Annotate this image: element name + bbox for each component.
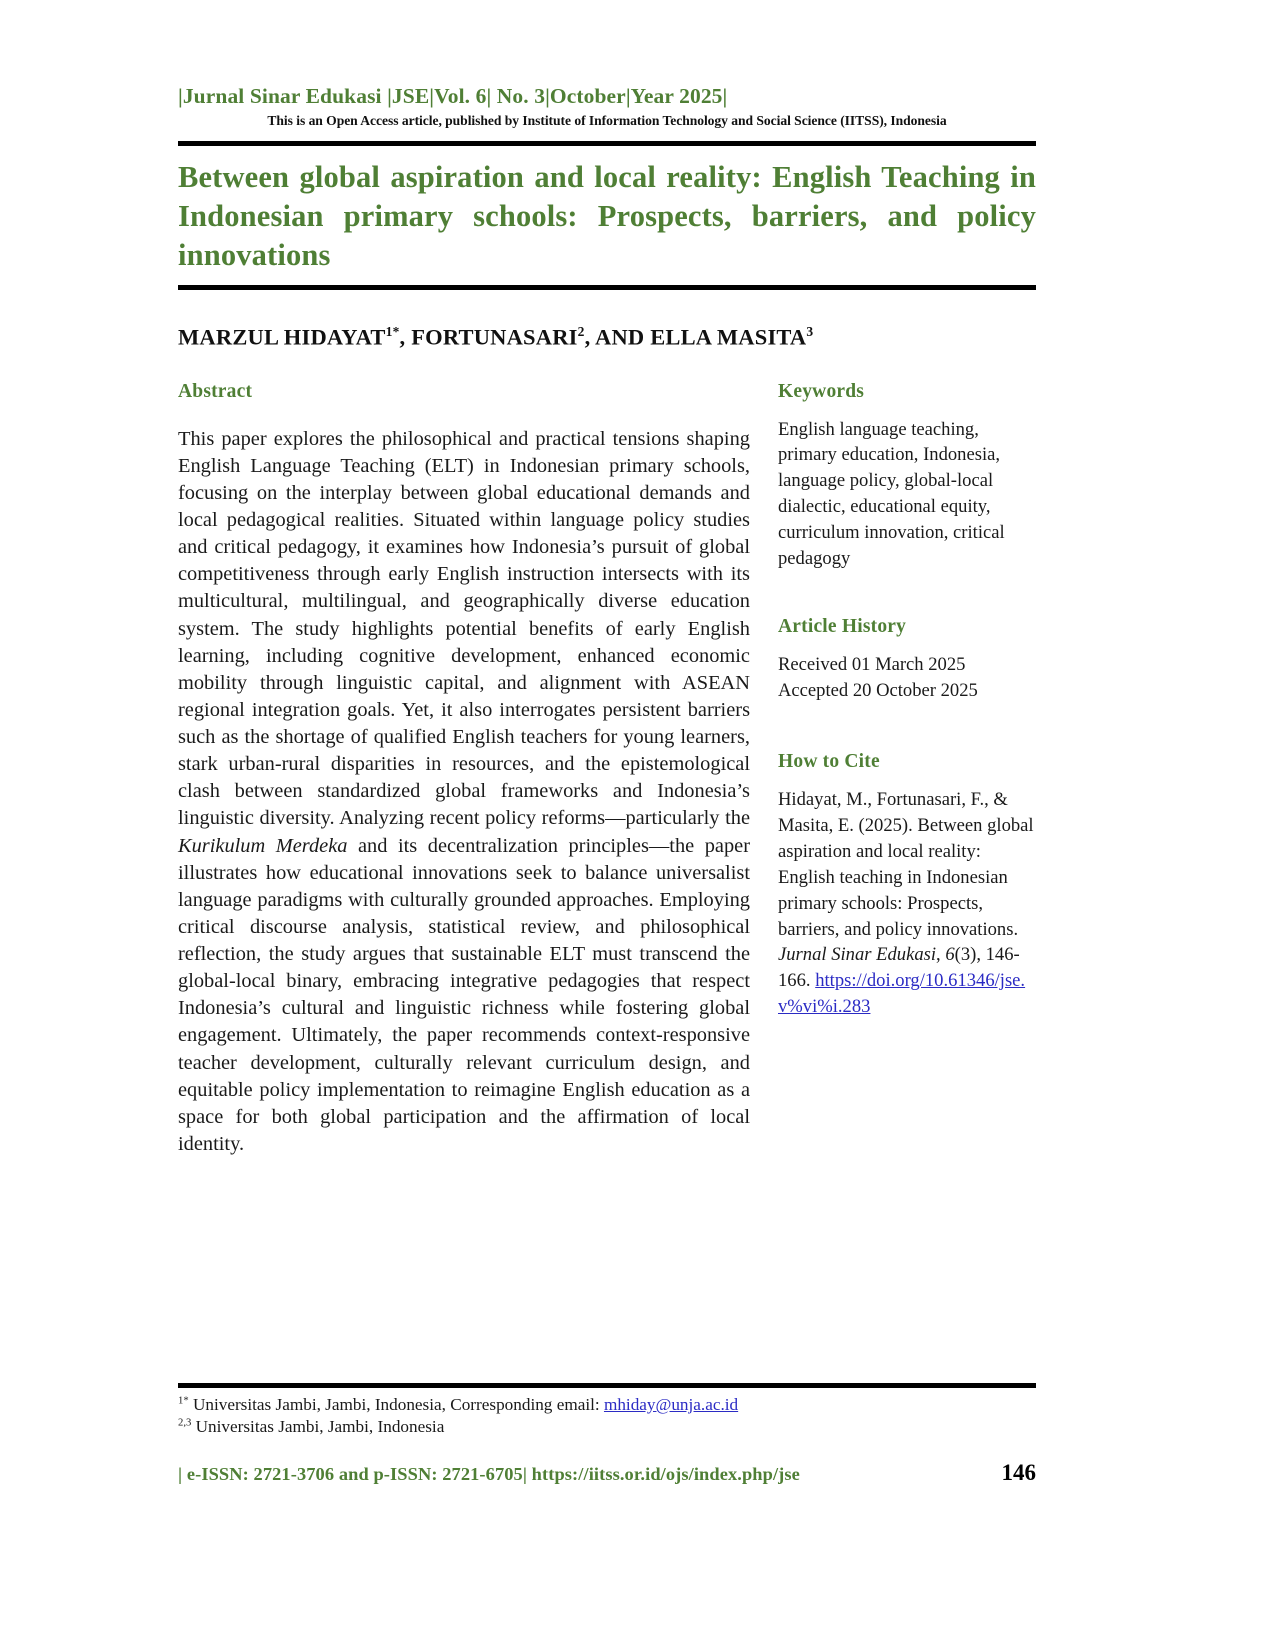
metadata-column (778, 381, 1036, 1064)
author-affiliation-marker-3: 3 (806, 324, 814, 340)
abstract-heading: Abstract (178, 380, 253, 402)
footnote-1 (178, 1394, 1036, 1416)
article-accepted-date: Accepted 20 October 2025 (778, 679, 978, 701)
divider-above-footnotes (178, 1383, 1036, 1388)
author-separator-2: , AND (584, 324, 651, 350)
keywords-block (778, 381, 1036, 572)
page-title: Between global aspiration and local reality: English Teaching in Indonesian primary schools: Prospects, barriers, and policy innovations (178, 160, 1036, 273)
citation-part-2: , (936, 944, 946, 966)
masthead (178, 0, 1036, 129)
author-name-2: FORTUNASARI (411, 324, 578, 350)
abstract-and-metadata-columns (178, 381, 1036, 1158)
footnote-1-marker: 1* (178, 1395, 189, 1407)
page-footer (178, 1460, 1036, 1486)
divider-below-title (178, 285, 1036, 290)
author-separator-1: , (399, 324, 412, 350)
how-to-cite-block (778, 751, 1036, 1020)
abstract-text-part-2: and its decentralization principles—the paper illustrates how educational innovations seek to balance universalist language paradigms with culturally grounded approaches. Employing critical discourse analysis, statistical review, and philosophical reflection, the study argues that sustainable ELT must transcend the global-local binary, embracing integrative pedagogies that respect Indonesia’s cultural and linguistic richness while fostering global engagement. Ultimately, the paper recommends context-responsive teacher development, culturally relevant curriculum design, and equitable policy implementation to reimagine English education as a space for both global participation and the affirmation of local identity. (178, 834, 751, 1155)
article-history-block (778, 616, 1036, 704)
page-number: 146 (1001, 1460, 1036, 1485)
citation-volume: 6 (945, 944, 955, 966)
keywords-heading: Keywords (778, 380, 865, 402)
footnote-2-text: Universitas Jambi, Jambi, Indonesia (191, 1417, 445, 1437)
doi-link[interactable]: https://doi.org/10.61346/jse.v%vi%i.283 (778, 970, 1026, 1018)
citation-part-3: (3), 146-166. (778, 944, 1020, 992)
author-affiliation-marker-1: 1* (385, 324, 400, 340)
citation-part-1: Hidayat, M., Fortunasari, F., & Masita, E. (2025). Between global aspiration and local reality: English teaching in Indonesian primary schools: Prospects, barriers, and policy innovations. (778, 789, 1034, 940)
author-name-3: ELLA MASITA (650, 324, 807, 350)
abstract-column (178, 381, 750, 1158)
article-history-heading: Article History (778, 615, 907, 637)
open-access-statement: This is an Open Access article, published by Institute of Information Technology and Social Science (IITSS), Indonesia (267, 112, 947, 128)
author-affiliation-marker-2: 2 (577, 324, 585, 340)
how-to-cite-heading: How to Cite (778, 751, 880, 773)
divider-above-title (178, 141, 1036, 146)
issn-and-journal-url: | e-ISSN: 2721-3706 and p-ISSN: 2721-6705| https://iitss.or.id/ojs/index.php/jse (178, 1464, 800, 1484)
abstract-body (178, 426, 750, 1158)
footnote-2-marker: 2,3 (178, 1417, 192, 1429)
abstract-text-part-1: This paper explores the philosophical and practical tensions shaping English Language Teaching (ELT) in Indonesian primary schools, focusing on the interplay between global educational demands and local pedagogical realities. Situated within language policy studies and critical pedagogy, it examines how Indonesia’s pursuit of global competitiveness through early English instruction intersects with its multicultural, multilingual, and geographically diverse education system. The study highlights potential benefits of early English learning, including cognitive development, enhanced economic mobility through linguistic capital, and alignment with ASEAN regional integration goals. Yet, it also interrogates persistent barriers such as the shortage of qualified English teachers for young learners, stark urban-rural disparities in resources, and the epistemological clash between standardized global frameworks and Indonesia’s linguistic diversity. Analyzing recent policy reforms—particularly the (178, 427, 750, 830)
author-list (178, 324, 1036, 351)
abstract-italic-term: Kurikulum Merdeka (178, 834, 348, 857)
footnote-zone (178, 1383, 1036, 1438)
article-received-date: Received 01 March 2025 (778, 653, 966, 675)
citation-text (778, 787, 1036, 1020)
footnote-1-text: Universitas Jambi, Jambi, Indonesia, Corresponding email: (188, 1395, 604, 1414)
corresponding-email-link[interactable]: mhiday@unja.ac.id (603, 1395, 739, 1414)
keywords-list: English language teaching, primary education, Indonesia, language policy, global-local dialectic, educational equity, curriculum innovation, critical pedagogy (778, 418, 1005, 569)
author-name-1: MARZUL HIDAYAT (178, 324, 386, 350)
citation-journal-name: Jurnal Sinar Edukasi (778, 944, 937, 966)
footnote-2 (178, 1416, 1036, 1438)
journal-issue-line: |Jurnal Sinar Edukasi |JSE|Vol. 6| No. 3|October|Year 2025| (178, 84, 728, 108)
